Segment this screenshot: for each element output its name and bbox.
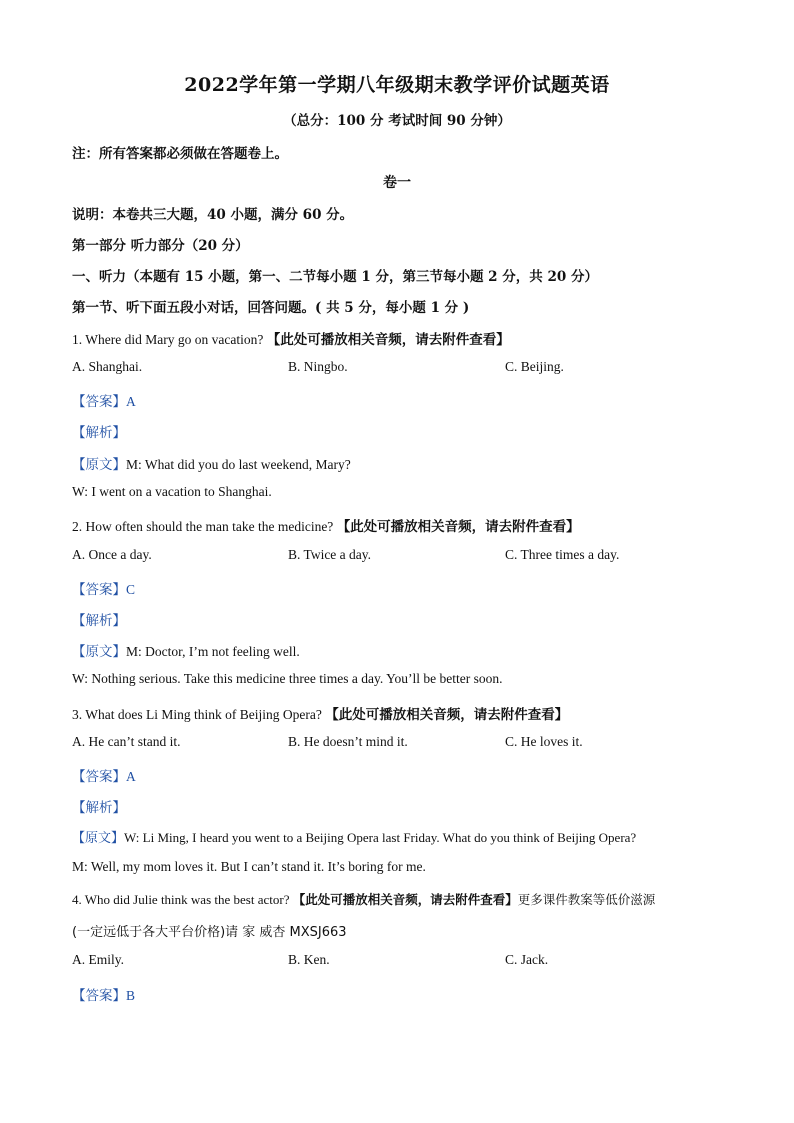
answer-label: 【答案】 xyxy=(72,582,126,598)
original-row xyxy=(72,453,351,473)
original-label: 【原文】 xyxy=(72,457,126,473)
answer-value: A xyxy=(126,769,136,784)
original-row xyxy=(72,640,300,660)
option-a: A. Once a day. xyxy=(72,547,152,562)
original-text: W: Li Ming, I heard you went to a Beijing Opera last Friday. What do you think of Beijing Opera? xyxy=(124,830,637,845)
option-b: B. Ningbo. xyxy=(288,359,348,374)
audio-note: 【此处可播放相关音频，请去附件查看】 xyxy=(266,332,510,348)
original-label: 【原文】 xyxy=(72,644,126,660)
part-heading: 第一部分 听力部分（20 分） xyxy=(72,238,249,254)
original-text: M: What did you do last weekend, Mary? xyxy=(126,457,351,472)
analysis-label: 【解析】 xyxy=(72,800,126,816)
question-1 xyxy=(72,328,510,348)
option-b: B. Ken. xyxy=(288,952,330,967)
question-stem: 2. How often should the man take the medicine? xyxy=(72,519,334,534)
question-4 xyxy=(72,890,655,908)
section-heading: 一、听力（本题有 15 小题，第一、二节每小题 1 分，第三节每小题 2 分，共 20 分） xyxy=(72,269,598,285)
original-row xyxy=(72,827,636,846)
volume-heading: 卷一 xyxy=(383,175,411,191)
audio-note: 【此处可播放相关音频，请去附件查看】 xyxy=(325,707,569,723)
answer-row xyxy=(72,578,135,598)
audio-note: 【此处可播放相关音频，请去附件查看】 xyxy=(336,519,580,535)
option-b: B. Twice a day. xyxy=(288,547,372,562)
option-a: A. Shanghai. xyxy=(72,359,143,374)
original-label: 【原文】 xyxy=(72,831,125,846)
answer-row xyxy=(72,390,136,410)
exam-info: （总分：100 分 考试时间 90 分钟） xyxy=(283,113,511,129)
original-text: W: Nothing serious. Take this medicine three times a day. You’ll be better soon. xyxy=(72,671,503,686)
answer-value: B xyxy=(126,988,136,1003)
question-3 xyxy=(72,703,568,723)
option-c: C. He loves it. xyxy=(505,734,583,749)
instructions: 说明：本卷共三大题，40 小题，满分 60 分。 xyxy=(72,207,354,223)
question-stem: 1. Where did Mary go on vacation? xyxy=(72,332,264,347)
page-title: 2022学年第一学期八年级期末教学评价试题英语 xyxy=(184,74,610,96)
answer-label: 【答案】 xyxy=(72,988,126,1004)
analysis-label: 【解析】 xyxy=(72,613,126,629)
answer-value: C xyxy=(126,582,136,597)
original-text: W: I went on a vacation to Shanghai. xyxy=(72,484,272,499)
audio-note: 【此处可播放相关音频，请去附件查看】 xyxy=(292,892,518,907)
note: 注：所有答案都必须做在答题卷上。 xyxy=(72,146,288,162)
promo-text: 更多课件教案等低价滋源 xyxy=(517,892,656,907)
question-2 xyxy=(72,515,580,535)
question-stem: 4. Who did Julie think was the best actor? xyxy=(72,892,290,907)
original-text: M: Well, my mom loves it. But I can’t stand it. It’s boring for me. xyxy=(72,859,426,874)
answer-label: 【答案】 xyxy=(72,394,126,410)
analysis-label: 【解析】 xyxy=(72,425,126,441)
option-c: C. Three times a day. xyxy=(505,547,620,562)
answer-label: 【答案】 xyxy=(72,769,126,785)
question-stem: 3. What does Li Ming think of Beijing Opera? xyxy=(72,707,322,722)
option-a: A. He can’t stand it. xyxy=(72,734,181,749)
original-text: M: Doctor, I’m not feeling well. xyxy=(126,644,300,659)
subsection-heading: 第一节、听下面五段小对话，回答问题。( 共 5 分，每小题 1 分 ) xyxy=(72,300,470,316)
option-c: C. Jack. xyxy=(505,952,549,967)
answer-row xyxy=(72,765,136,785)
option-c: C. Beijing. xyxy=(505,359,564,374)
answer-row xyxy=(72,984,135,1004)
answer-value: A xyxy=(126,394,136,409)
option-a: A. Emily. xyxy=(72,952,124,967)
promo-text-line2: (一定远低于各大平台价格)请 家 威杏 MXSJ663 xyxy=(72,925,347,940)
option-b: B. He doesn’t mind it. xyxy=(288,734,408,749)
